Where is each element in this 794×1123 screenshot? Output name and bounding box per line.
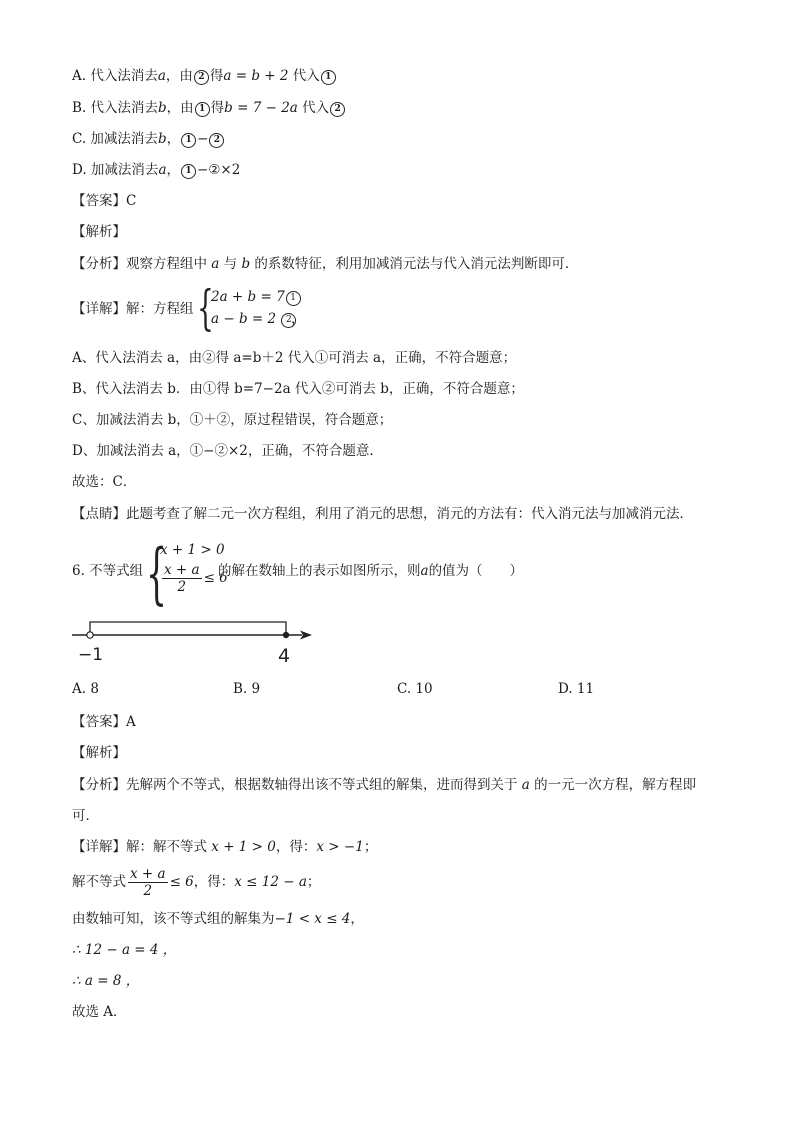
- var-a: a: [521, 777, 530, 793]
- xiangjie-text: ，得：: [275, 839, 317, 855]
- number-line-figure: [70, 614, 320, 666]
- line-b-text: B、代入法消去 b．由①得 b=7−2a 代入②可消去 b，正确，不符合题意；: [72, 381, 524, 397]
- option-a-prefix: A. 代入法消去: [72, 68, 158, 84]
- q5-option-c: [72, 129, 225, 149]
- q5-analysis-tag: [72, 222, 126, 242]
- line2-text: ，得：: [193, 874, 235, 890]
- var-b: b: [241, 256, 251, 272]
- circled-1-symbol: 1: [195, 102, 210, 117]
- option-c-var: b: [157, 131, 167, 147]
- analysis-tag: 【解析】: [72, 224, 126, 240]
- inequality-2-rel: ≤ 6: [203, 570, 228, 586]
- option-d-tail: ②×2: [208, 162, 241, 178]
- fraction-denominator: 2: [177, 579, 187, 595]
- option-a-var: a: [157, 68, 166, 84]
- q6-choose: [72, 1002, 127, 1022]
- option-b-prefix: B. 代入法消去: [72, 100, 159, 116]
- fenxi-text: 先解两个不等式，根据数轴得出该不等式组的解集，进而得到关于: [126, 777, 522, 793]
- eq-tail: [291, 309, 305, 329]
- line2-text: ；: [306, 874, 321, 890]
- option-d-mid: ，: [166, 162, 180, 178]
- left-brace-symbol: {: [146, 535, 167, 612]
- option-a-expr: a = b + 2: [223, 68, 289, 84]
- line5-text: ∴ a = 8 ，: [72, 973, 140, 989]
- q6-option-d: D. 11: [558, 681, 595, 697]
- inequality-1: x + 1 > 0: [160, 542, 225, 558]
- line-c-text: C、加减法消去 b，①＋②，原过程错误，符合题意；: [72, 412, 393, 428]
- inequality-rel: ≤ 6: [169, 874, 194, 890]
- fraction-numerator: x + a: [164, 562, 200, 578]
- circled-2-symbol: 2: [281, 313, 296, 328]
- q6-line3: [72, 909, 364, 929]
- q5-option-d: [72, 160, 240, 180]
- xiangjie-tag: 【详解】: [72, 839, 126, 855]
- open-dot-marker: [87, 632, 93, 638]
- option-c-mid: ，: [166, 131, 181, 147]
- q5-line-b: [72, 379, 524, 399]
- inequality-expr: x + 1 > 0: [211, 839, 276, 855]
- line-a-text: A、代入法消去 a，由②得 a=b＋2 代入①可消去 a，正确，不符合题意；: [72, 350, 517, 366]
- q6-fenxi-cont: [72, 806, 99, 826]
- q5-dianjing: [72, 504, 693, 524]
- xiangjie-text: ；: [363, 839, 378, 855]
- equation-system: [211, 286, 302, 330]
- xiangjie-text: 解：解不等式: [126, 839, 212, 855]
- option-c-prefix: C. 加减法消去: [72, 131, 158, 147]
- analysis-tag: 【解析】: [72, 745, 126, 761]
- xiangjie-tag: 【详解】: [72, 301, 126, 317]
- q6-analysis-tag: [72, 743, 126, 763]
- q5-option-a: [72, 66, 337, 86]
- answer-value: C: [126, 193, 137, 209]
- option-a-mid: ，由: [165, 68, 193, 84]
- q5-answer: [72, 191, 136, 211]
- var-a: a: [420, 563, 429, 579]
- line4-text: ∴ 12 − a = 4 ，: [72, 942, 177, 958]
- dianjing-text: 此题考查了解二元一次方程组，利用了消元的思想，消元的方法有：代入消元法与加减消元法．: [126, 506, 693, 522]
- equation-1: [211, 286, 302, 308]
- q6-stem-prefix: [72, 561, 143, 581]
- option-b-var: b: [158, 100, 167, 116]
- line-d-text: D、加减法消去 a，①−②×2，正确，不符合题意．: [72, 443, 383, 459]
- choose-text: 故选 A．: [72, 1004, 127, 1020]
- circled-2-symbol: 2: [330, 102, 345, 117]
- option-a-text: 得: [209, 68, 224, 84]
- inequality-result: x > −1: [316, 839, 364, 855]
- answer-tag: 【答案】: [72, 714, 126, 730]
- equation-1-expr: 2a + b = 7: [211, 289, 285, 305]
- line2-text: 解不等式: [72, 874, 126, 890]
- line3-text: 由数轴可知，该不等式组的解集为: [72, 911, 275, 927]
- q6-line5: [72, 971, 139, 991]
- fraction-denominator: 2: [143, 883, 153, 899]
- circled-2-symbol: 2: [194, 70, 209, 85]
- inequality-2-fraction: [162, 562, 202, 595]
- answer-value: A: [126, 714, 136, 730]
- q5-fenxi: [72, 254, 578, 274]
- choose-text: 故选：C．: [72, 474, 137, 490]
- fenxi-tag: 【分析】: [72, 777, 126, 793]
- axis-label-left: −1: [78, 645, 104, 665]
- q6-line2: [72, 864, 320, 900]
- q6-fenxi: [72, 775, 696, 795]
- q5-line-d: [72, 441, 383, 461]
- fenxi-text: 的一元一次方程，解方程即: [529, 777, 697, 793]
- var-a: a: [211, 256, 220, 272]
- q6-option-b: B. 9: [233, 681, 261, 697]
- circled-1-symbol: 1: [181, 133, 196, 148]
- q6-stem-text: 的解在数轴上的表示如图所示，则: [218, 563, 421, 579]
- line3-text: ，: [350, 911, 364, 927]
- q5-line-c: [72, 410, 392, 430]
- fenxi-text: 与: [219, 256, 242, 272]
- q6-stem-rest: [218, 561, 523, 581]
- q5-line-a: [72, 348, 516, 368]
- closed-dot-marker: [283, 632, 289, 638]
- circled-1-symbol: 1: [286, 291, 301, 306]
- axis-label-right: 4: [278, 645, 291, 666]
- line2-fraction: [128, 866, 168, 899]
- fenxi-tag: 【分析】: [72, 256, 126, 272]
- q6-stem-text: 6. 不等式组: [72, 563, 144, 579]
- option-b-text3: 代入: [297, 100, 330, 116]
- option-b-text: 得: [210, 100, 225, 116]
- left-brace-symbol: {: [197, 280, 214, 336]
- q6-xiangjie: [72, 837, 377, 857]
- equation-2-expr: a − b = 2: [211, 311, 277, 327]
- option-a-text3: 代入: [288, 68, 320, 84]
- fenxi-text: 观察方程组中: [126, 256, 212, 272]
- option-d-var: a: [158, 162, 167, 178]
- dianjing-tag: 【点睛】: [72, 506, 126, 522]
- q5-option-b: [72, 98, 346, 118]
- q6-stem-text: 的值为（ ）: [428, 563, 524, 579]
- q6-option-c: C. 10: [397, 681, 433, 697]
- eq-tail-text: ，: [291, 311, 305, 327]
- q5-choose: [72, 472, 136, 492]
- fenxi-text: 的系数特征，利用加减消元法与代入消元法判断即可．: [250, 256, 579, 272]
- q6-line4: [72, 940, 176, 960]
- solution-bracket: [90, 622, 286, 635]
- option-b-mid: ，由: [166, 100, 194, 116]
- circled-2-symbol: 2: [209, 133, 224, 148]
- minus-sign: −: [197, 131, 209, 147]
- circled-1-symbol: 1: [321, 70, 336, 85]
- q5-xiangjie: [72, 299, 194, 319]
- equation-2: [211, 308, 302, 330]
- circled-1-symbol: 1: [181, 164, 196, 179]
- q6-answer: [72, 712, 136, 732]
- fraction-numerator: x + a: [130, 866, 166, 882]
- answer-tag: 【答案】: [72, 193, 126, 209]
- minus-sign: −: [197, 162, 209, 178]
- q6-option-a: A. 8: [72, 681, 99, 697]
- fenxi-text: 可．: [72, 808, 99, 824]
- xiangjie-text: 解：方程组: [126, 301, 194, 317]
- solution-set: −1 < x ≤ 4: [274, 911, 351, 927]
- inequality-result: x ≤ 12 − a: [234, 874, 307, 890]
- option-b-expr: b = 7 − 2a: [224, 100, 298, 116]
- option-d-prefix: D. 加减法消去: [72, 162, 159, 178]
